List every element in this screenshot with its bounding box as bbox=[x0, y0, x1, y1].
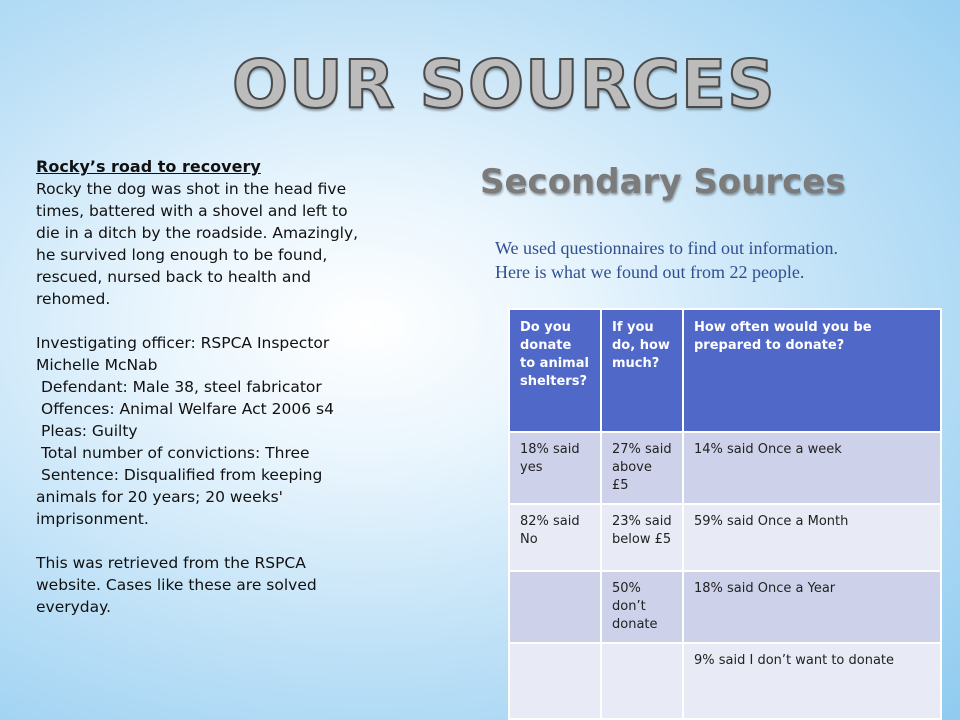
table-cell: 23% said below £5 bbox=[601, 504, 683, 571]
story-defendant: Defendant: Male 38, steel fabricator bbox=[41, 378, 322, 396]
page-title: OUR SOURCES bbox=[232, 46, 776, 123]
table-cell: 14% said Once a week bbox=[683, 432, 941, 504]
table-cell: 9% said I don’t want to donate bbox=[683, 643, 941, 719]
table-cell: 82% said No bbox=[509, 504, 601, 571]
table-cell: 50% don’t donate bbox=[601, 571, 683, 643]
survey-intro: We used questionnaires to find out information. Here is what we found out from 22 people. bbox=[495, 238, 838, 282]
header-donate: Do you donate to animal shelters? bbox=[509, 309, 601, 432]
table-row bbox=[509, 432, 941, 504]
table-header-row bbox=[509, 309, 941, 432]
table-cell bbox=[601, 643, 683, 719]
table-row bbox=[509, 571, 941, 643]
story-body: Rocky the dog was shot in the head five times, battered with a shovel and left to die in a ditch by the roadside. Amazingly, he survived long enough to be found, rescued, nursed back to health and rehomed. bbox=[36, 180, 359, 308]
story-pleas: Pleas: Guilty bbox=[41, 422, 138, 440]
case-story bbox=[36, 156, 366, 618]
section-subtitle: Secondary Sources bbox=[480, 162, 846, 202]
table-cell bbox=[509, 643, 601, 719]
spacer bbox=[36, 530, 366, 552]
spacer bbox=[36, 310, 366, 332]
header-amount: If you do, how much? bbox=[601, 309, 683, 432]
story-source-note: This was retrieved from the RSPCA website. Cases like these are solved everyday. bbox=[36, 554, 317, 616]
story-sentence: Sentence: Disqualified from keeping animals for 20 years; 20 weeks' imprisonment. bbox=[36, 466, 323, 528]
table-cell: 27% said above £5 bbox=[601, 432, 683, 504]
story-offences: Offences: Animal Welfare Act 2006 s4 bbox=[41, 400, 334, 418]
table-cell: 18% said yes bbox=[509, 432, 601, 504]
story-convictions: Total number of convictions: Three bbox=[41, 444, 310, 462]
story-officer: Investigating officer: RSPCA Inspector Michelle McNab bbox=[36, 334, 330, 374]
header-frequency: How often would you be prepared to donate? bbox=[683, 309, 941, 432]
table-row bbox=[509, 504, 941, 571]
table-row bbox=[509, 643, 941, 719]
story-heading: Rocky’s road to recovery bbox=[36, 157, 261, 176]
table-cell: 18% said Once a Year bbox=[683, 571, 941, 643]
survey-table bbox=[508, 308, 942, 720]
table-cell bbox=[509, 571, 601, 643]
table-cell: 59% said Once a Month bbox=[683, 504, 941, 571]
